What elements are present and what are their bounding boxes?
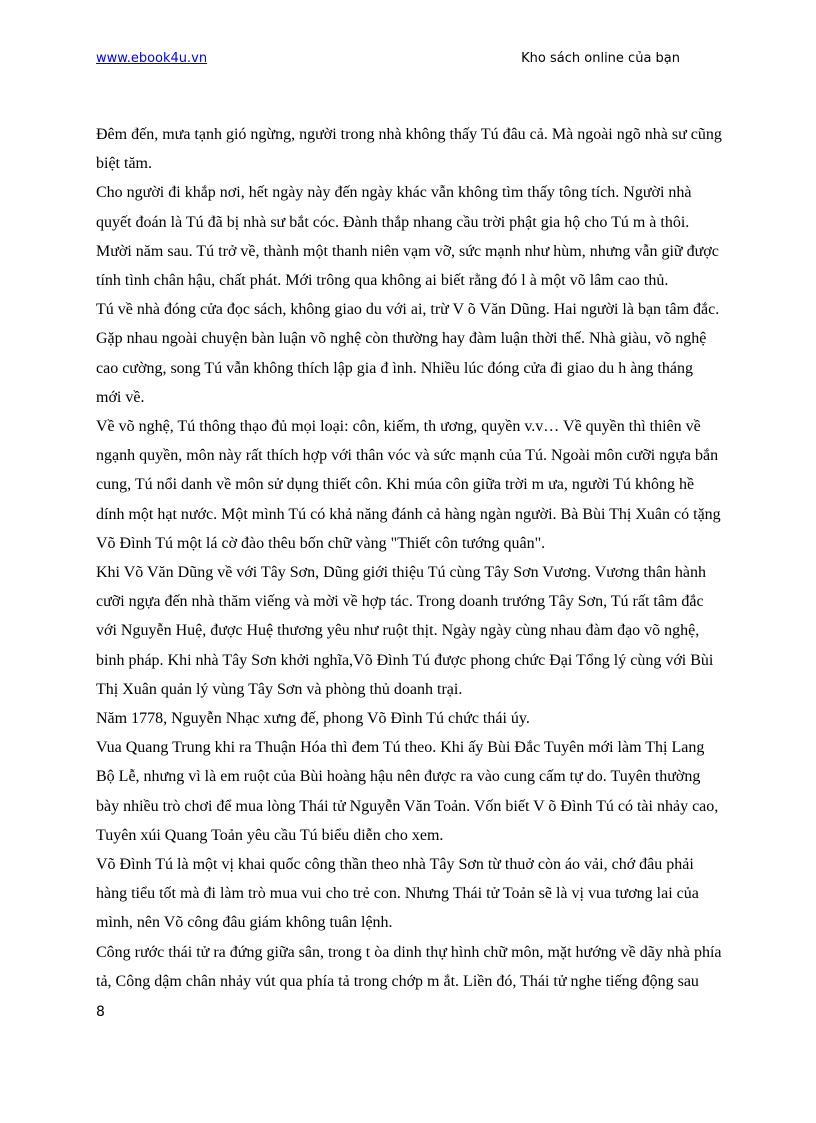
paragraph: Võ Đình Tú là một vị khai quốc công thần theo nhà Tây Sơn từ thuở còn áo vải, chớ đâu phải hàng tiểu tốt mà đi làm trò mua vui cho trẻ con. Nhưng Thái tử Toản sẽ là vị vua tương lai của mình, nên Võ công đâu giám không tuân lệnh. [96,856,699,932]
paragraph: Vua Quang Trung khi ra Thuận Hóa thì đem Tú theo. Khi ấy Bùi Đắc Tuyên mới làm Thị Lang Bộ Lễ, nhưng vì là em ruột của Bùi hoàng hậu nên được ra vào cung cấm tự do. Tuyên thường bày nhiều trò chơi để mua lòng Thái tử Nguyễn Văn Toản. Vốn biết V õ Đình Tú có tài nhảy cao, Tuyên xúi Quang Toản yêu cầu Tú biểu diễn cho xem. [96,739,719,844]
paragraph: Về võ nghệ, Tú thông thạo đủ mọi loại: côn, kiếm, th ương, quyền v.v… Về quyền thì thiên về ngạnh quyền, môn này rất thích hợp với thân vóc và sức mạnh của Tú. Ngoài môn cưỡi ngựa bắn cung, Tú nổi danh về môn sử dụng thiết côn. Khi múa côn giữa trời m ưa, người Tú không hề dính một hạt nước. Một mình Tú có khả năng đánh cả hàng ngàn người. Bà Bùi Thị Xuân có tặng Võ Đình Tú một lá cờ đào thêu bốn chữ vàng "Thiết côn tướng quân". [96,418,721,552]
page-number: 8 [96,1004,105,1020]
paragraph: Cho người đi khắp nơi, hết ngày này đến ngày khác vẫn không tìm thấy tông tích. Người nhà quyết đoán là Tú đã bị nhà sư bắt cóc. Đành thắp nhang cầu trời phật gia hộ cho Tú m à thôi. Mười năm sau. Tú trở về, thành một thanh niên vạm vỡ, sức mạnh như hùm, nhưng vẫn giữ được tính tình chân hậu, chất phát. Mới trông qua không ai biết rằng đó l à một võ lâm cao thủ. [96,184,719,290]
paragraph: Năm 1778, Nguyễn Nhạc xưng đế, phong Võ Đình Tú chức thái úy. [96,710,530,728]
paragraph: Khi Võ Văn Dũng về với Tây Sơn, Dũng giới thiệu Tú cùng Tây Sơn Vương. Vương thân hành cưỡi ngựa đến nhà thăm viếng và mời về hợp tác. Trong doanh trướng Tây Sơn, Tú rất tâm đắc với Nguyễn Huệ, được Huệ thương yêu như ruột thịt. Ngày ngày cùng nhau đàm đạo võ nghệ, binh pháp. Khi nhà Tây Sơn khởi nghĩa,Võ Đình Tú được phong chức Đại Tổng lý cùng với Bùi Thị Xuân quản lý vùng Tây Sơn và phòng thủ doanh trại. [96,564,714,698]
paragraph: Đêm đến, mưa tạnh gió ngừng, người trong nhà không thấy Tú đâu cả. Mà ngoài ngõ nhà sư cũng biệt tăm. [96,126,722,173]
paragraph: Công rước thái tử ra đứng giữa sân, trong t òa dinh thự hình chữ môn, mặt hướng về dãy nhà phía tả, Công dậm chân nhảy vút qua phía tả trong chớp m ắt. Liền đó, Thái tử nghe tiếng động sau [96,943,722,990]
paragraph: Tú về nhà đóng cửa đọc sách, không giao du với ai, trừ V õ Văn Dũng. Hai người là bạn tâm đắc. Gặp nhau ngoài chuyện bàn luận võ nghệ còn thường hay đàm luận thời thế. Nhà giàu, võ nghệ cao cường, song Tú vẫn không thích lập gia đ ình. Nhiều lúc đóng cửa đi giao du h àng tháng mới về. [96,301,720,406]
website-link[interactable]: www.ebook4u.vn [96,51,208,66]
header-tagline: Kho sách online của bạn [521,51,680,66]
document-body [96,120,722,996]
